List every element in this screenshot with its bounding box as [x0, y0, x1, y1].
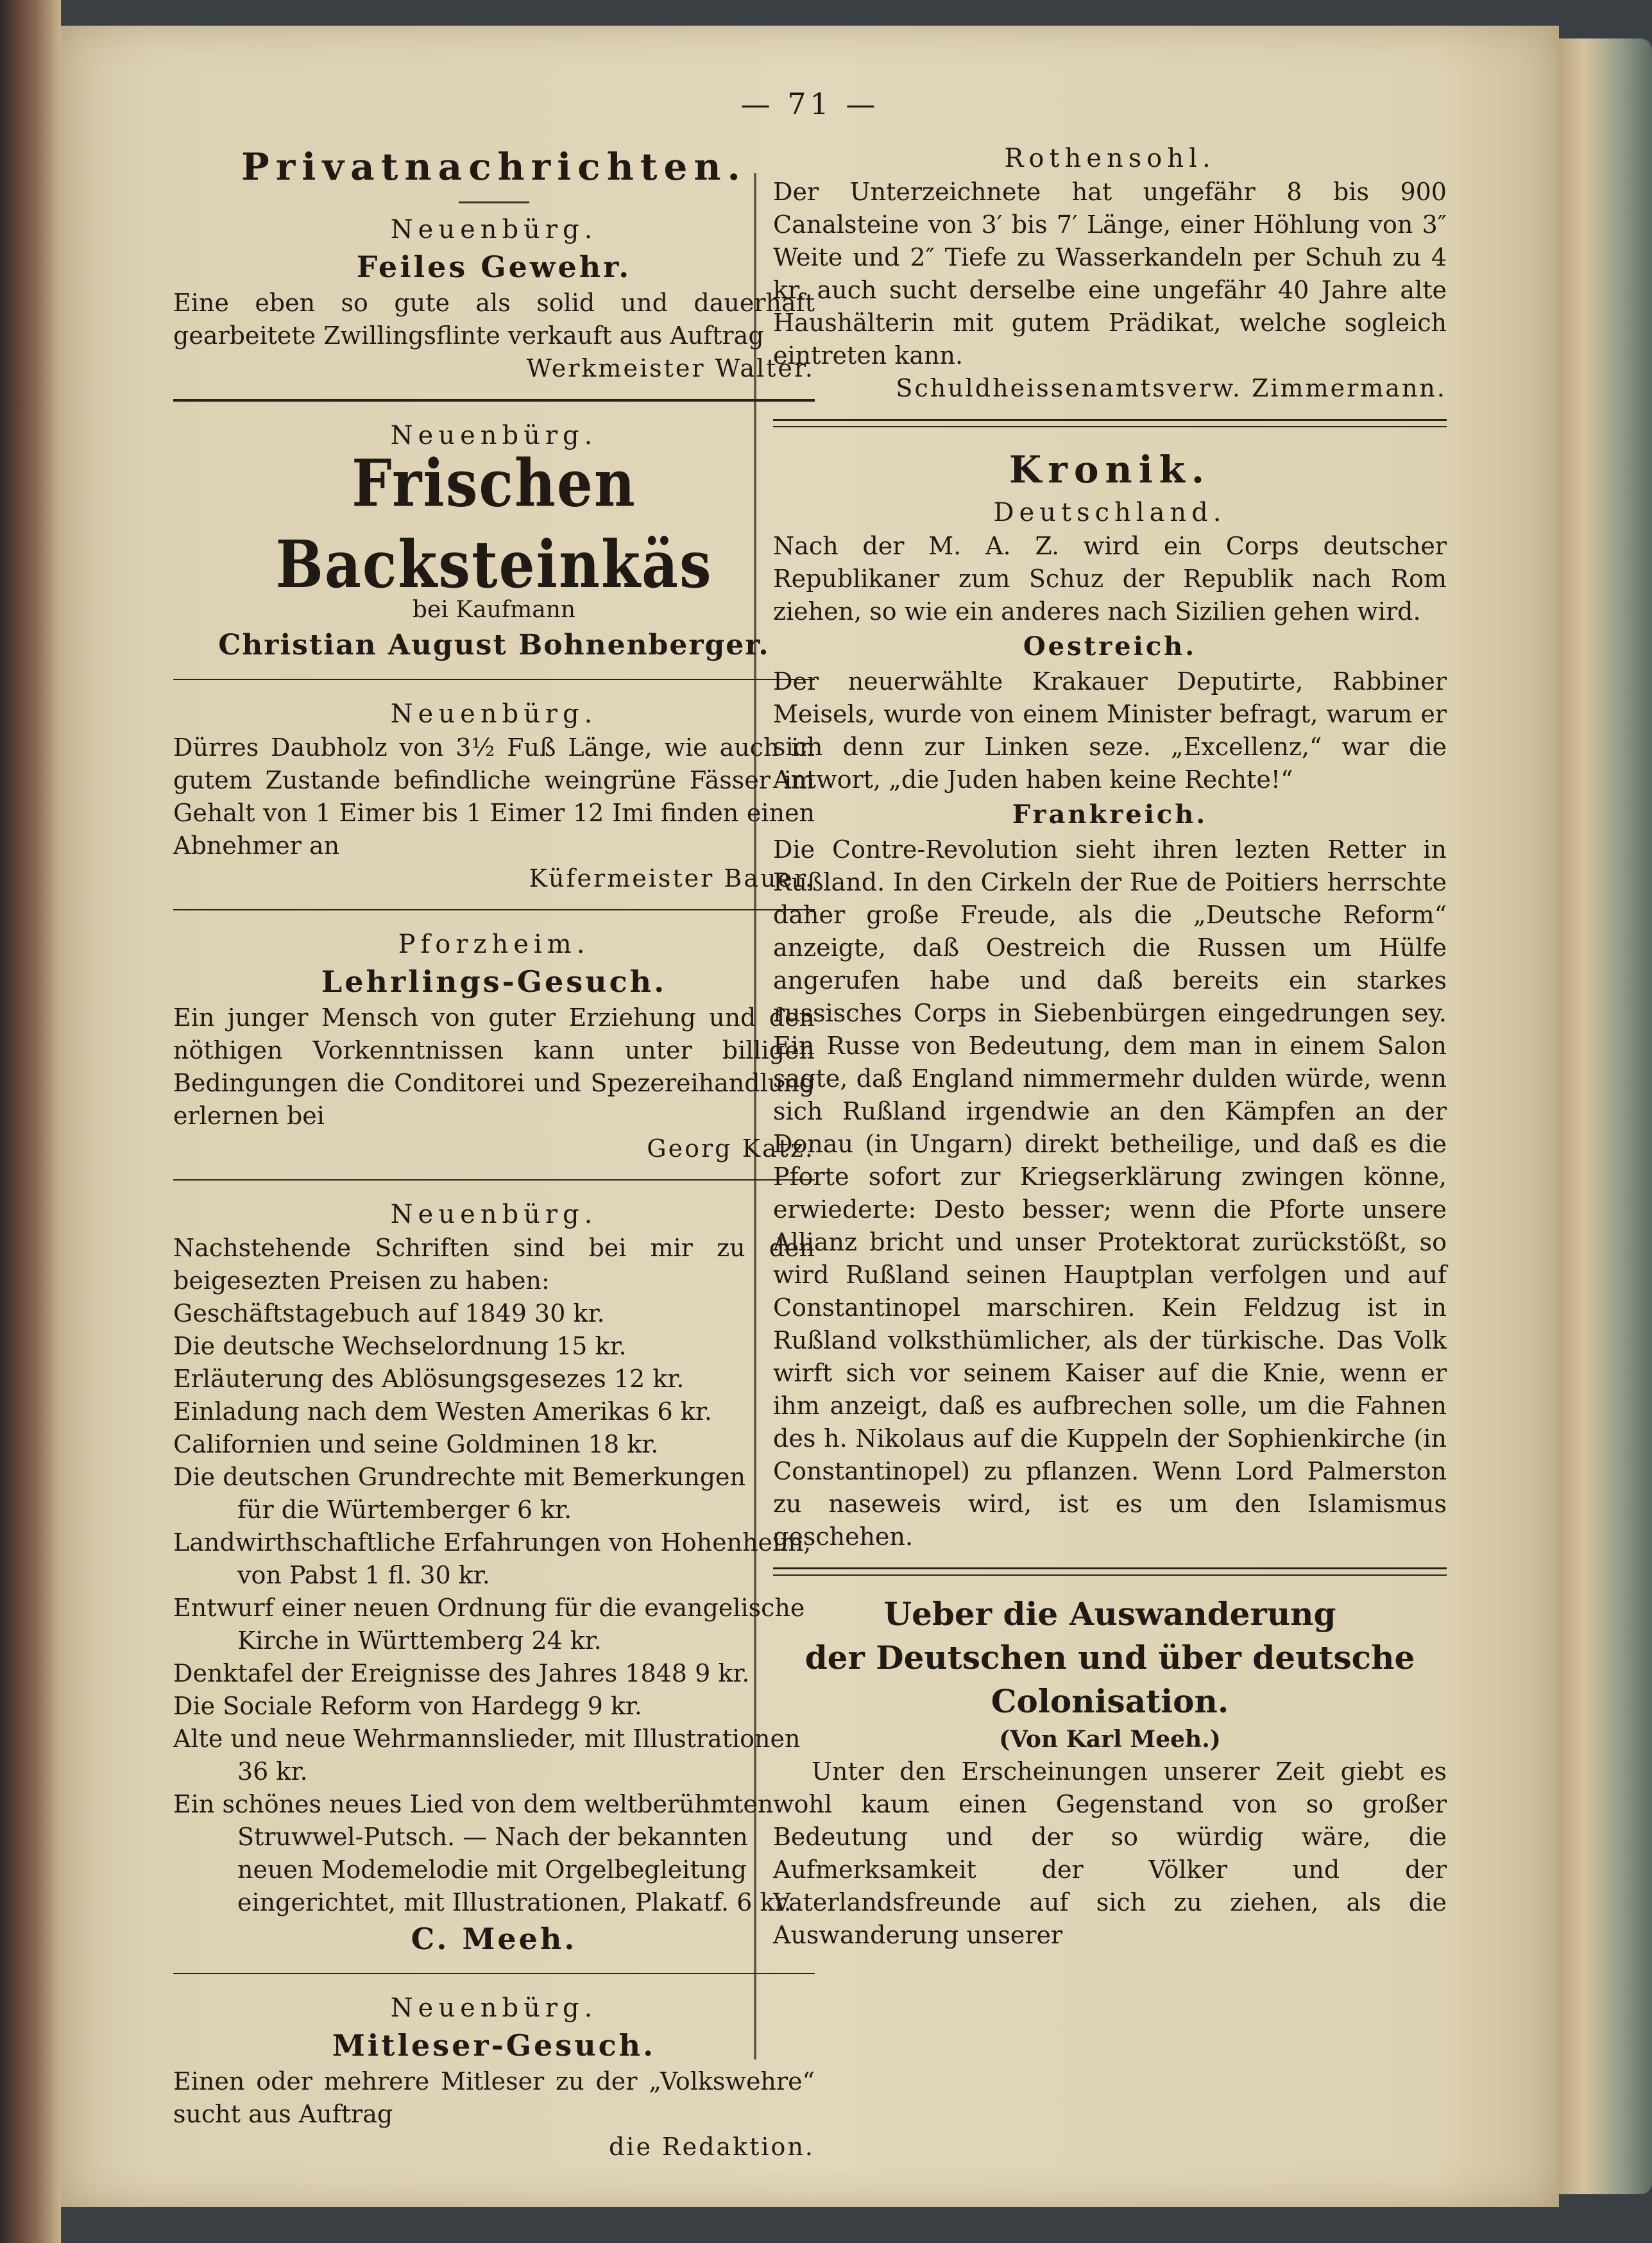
- ad-signature: Georg Katz.: [647, 1134, 815, 1163]
- book-list: [173, 1297, 815, 1919]
- essay-author: (Von Karl Meeh.): [999, 1726, 1221, 1753]
- ad-body: Dürres Daubholz von 3½ Fuß Länge, wie auch in gutem Zustande befindliche weingrüne Fässer im Gehalt von 1 Eimer bis 1 Eimer 12 Imi finden einen Abnehmer an: [173, 733, 815, 860]
- essay-title-line: Colonisation.: [991, 1682, 1229, 1720]
- book-page-edges-right: [1556, 38, 1652, 2194]
- divider-rule: [773, 419, 1447, 427]
- list-item: Die deutschen Grundrechte mit Bemerkungen für die Würtemberger 6 kr.: [173, 1463, 745, 1524]
- divider-rule: [773, 1567, 1447, 1576]
- country-heading: Deutschland.: [993, 498, 1227, 527]
- ad-title: Mitleser-Gesuch.: [332, 2028, 656, 2063]
- ad-subtitle: bei Kaufmann: [412, 597, 576, 623]
- list-item: Denktafel der Ereignisse des Jahres 1848 9 kr.: [173, 1659, 750, 1687]
- list-item: Die Sociale Reform von Hardegg 9 kr.: [173, 1692, 642, 1720]
- country-heading: Oestreich.: [1023, 631, 1197, 661]
- ad-signature: C. Meeh.: [411, 1922, 577, 1956]
- ad-place: Neuenbürg.: [390, 1993, 598, 2023]
- list-item: Entwurf einer neuen Ordnung für die evangelische Kirche in Württemberg 24 kr.: [173, 1594, 805, 1655]
- divider-rule: [173, 679, 815, 680]
- ad-intro: Nachstehende Schriften sind bei mir zu den beigesezten Preisen zu haben:: [173, 1234, 815, 1295]
- ad-merchant-name: Christian August Bohnenberger.: [218, 629, 770, 661]
- country-heading: Frankreich.: [1012, 799, 1208, 830]
- ad-schriften: [173, 1197, 815, 1959]
- essay-title-line: Ueber die Auswanderung: [883, 1595, 1336, 1633]
- short-rule: [459, 201, 529, 203]
- list-item: Landwirthschaftliche Erfahrungen von Hohenheim, von Pabst 1 fl. 30 kr.: [173, 1528, 812, 1589]
- list-item: Geschäftstagebuch auf 1849 30 kr.: [173, 1299, 605, 1327]
- list-item: Erläuterung des Ablösungsgesezes 12 kr.: [173, 1365, 685, 1393]
- list-item: Ein schönes neues Lied von dem weltberühmten Struwwel-Putsch. — Nach der bekannten neuen Modemelodie mit Orgelbegleitung eingerichtet, mit Illustrationen, Plakatf. 6 kr.: [173, 1790, 792, 1916]
- ad-place: Neuenbürg.: [390, 699, 598, 729]
- divider-rule: [173, 1973, 815, 1974]
- news-text: Nach der M. A. Z. wird ein Corps deutscher Republikaner zum Schuz der Republik nach Rom ziehen, so wie ein anderes nach Sizilien gehen wird.: [773, 532, 1447, 626]
- ad-signature: Werkmeister Walter.: [526, 354, 815, 382]
- ad-body: Der Unterzeichnete hat ungefähr 8 bis 900 Canalsteine von 3′ bis 7′ Länge, einer Höhlung von 3″ Weite und 2″ Tiefe zu Wasserkandeln per Schuh zu 4 kr. auch sucht derselbe eine ungefähr 40 Jahre alte Haushälterin mit gutem Prädikat, welche sogleich eintreten kann.: [773, 178, 1447, 370]
- divider-rule: [173, 399, 815, 402]
- essay-section: [773, 1592, 1447, 1952]
- ad-place: Rothensohl.: [1004, 144, 1216, 173]
- left-column: [173, 141, 815, 2163]
- ad-signature: die Redaktion.: [608, 2133, 815, 2161]
- ad-body: Einen oder mehrere Mitleser zu der „Volkswehre“ sucht aus Auftrag: [173, 2067, 815, 2128]
- ad-body: Ein junger Mensch von guter Erziehung und den nöthigen Vorkenntnissen kann unter billigen Bedingungen die Conditorei und Spezereihandlung erlernen bei: [173, 1003, 815, 1130]
- divider-rule: [173, 909, 815, 910]
- list-item: Alte und neue Wehrmannslieder, mit Illustrationen 36 kr.: [173, 1725, 801, 1786]
- section-heading-private-news: Privatnachrichten.: [241, 145, 747, 189]
- ad-backsteinkaes: [173, 418, 815, 665]
- ad-signature: Schuldheissenamtsverw. Zimmermann.: [896, 374, 1447, 402]
- ad-lehrlings-gesuch: [173, 927, 815, 1165]
- ad-body: Eine eben so gute als solid und dauerhaft gearbeitete Zwillingsflinte verkauft aus Auftrag: [173, 289, 815, 350]
- divider-rule: [173, 1179, 815, 1181]
- book-spine-left: [0, 0, 61, 2243]
- news-text: Der neuerwählte Krakauer Deputirte, Rabbiner Meisels, wurde von einem Minister befragt, warum er sich denn zur Linken seze. „Excellenz,“ war die Antwort, „die Juden haben keine Rechte!“: [773, 667, 1447, 794]
- ad-daubholz: [173, 697, 815, 895]
- ad-place: Neuenbürg.: [390, 215, 598, 244]
- right-column: [773, 141, 1447, 1952]
- section-heading-kronik: Kronik.: [1009, 448, 1211, 491]
- newspaper-page: [61, 26, 1559, 2207]
- ad-place: Pforzheim.: [398, 930, 590, 959]
- ad-feiles-gewehr: [173, 212, 815, 385]
- ad-place: Neuenbürg.: [390, 1200, 598, 1229]
- ad-mitleser-gesuch: [173, 1991, 815, 2163]
- ad-rothensohl: [773, 141, 1447, 405]
- ad-title: Frischen Backsteinkäs: [275, 444, 713, 603]
- news-text: Die Contre-Revolution sieht ihren lezten Retter in Rußland. In den Cirkeln der Rue de Poitiers herrschte daher große Freude, als die „Deutsche Reform“ anzeigte, daß Oestreich die Russen um Hülfe angerufen habe und daß bereits ein starkes russisches Corps in Siebenbürgen eingedrungen sey. Ein Russe von Bedeutung, dem man in einem Salon sagte, daß England nimmermehr dulden würde, wenn sich Rußland irgendwie an den Kämpfen an der Donau (in Ungarn) direkt betheilige, und daß es die Pforte sofort zur Kriegserklärung zwingen könne, erwiederte: Desto besser; wenn die Pforte unsere Allianz bricht und unser Protektorat zurückstößt, so wird Rußland seinen Hauptplan verfolgen und auf Constantinopel marschiren. Kein Feldzug ist in Rußland volksthümlicher, als der türkische. Das Volk wirft sich vor seinem Kaiser auf die Knie, wenn er ihm anzeigt, daß es aufbrechen solle, um die Fahnen des h. Nikolaus auf die Kuppeln der Sophienkirche (in Constantinopel) zu pflanzen. Wenn Lord Palmerston zu naseweis wird, ist es um den Islamismus geschehen.: [773, 835, 1447, 1551]
- page-number: — 71 —: [740, 87, 880, 121]
- kronik-section: [773, 444, 1447, 1553]
- ad-title: Lehrlings-Gesuch.: [321, 964, 667, 999]
- ad-place: Neuenbürg.: [390, 421, 598, 450]
- ad-signature: Küfermeister Bauer.: [529, 864, 815, 892]
- essay-text: Unter den Erscheinungen unserer Zeit giebt es wohl kaum einen Gegenstand von so großer Bedeutung und der so würdig wäre, die Aufmerksamkeit der Völker und der Vaterlandsfreunde auf sich zu ziehen, als die Auswanderung unserer: [773, 1757, 1447, 1949]
- ad-title: Feiles Gewehr.: [356, 250, 632, 284]
- list-item: Californien und seine Goldminen 18 kr.: [173, 1430, 659, 1458]
- essay-title-line: der Deutschen und über deutsche: [805, 1639, 1415, 1676]
- list-item: Die deutsche Wechselordnung 15 kr.: [173, 1332, 627, 1360]
- list-item: Einladung nach dem Westen Amerikas 6 kr.: [173, 1397, 712, 1426]
